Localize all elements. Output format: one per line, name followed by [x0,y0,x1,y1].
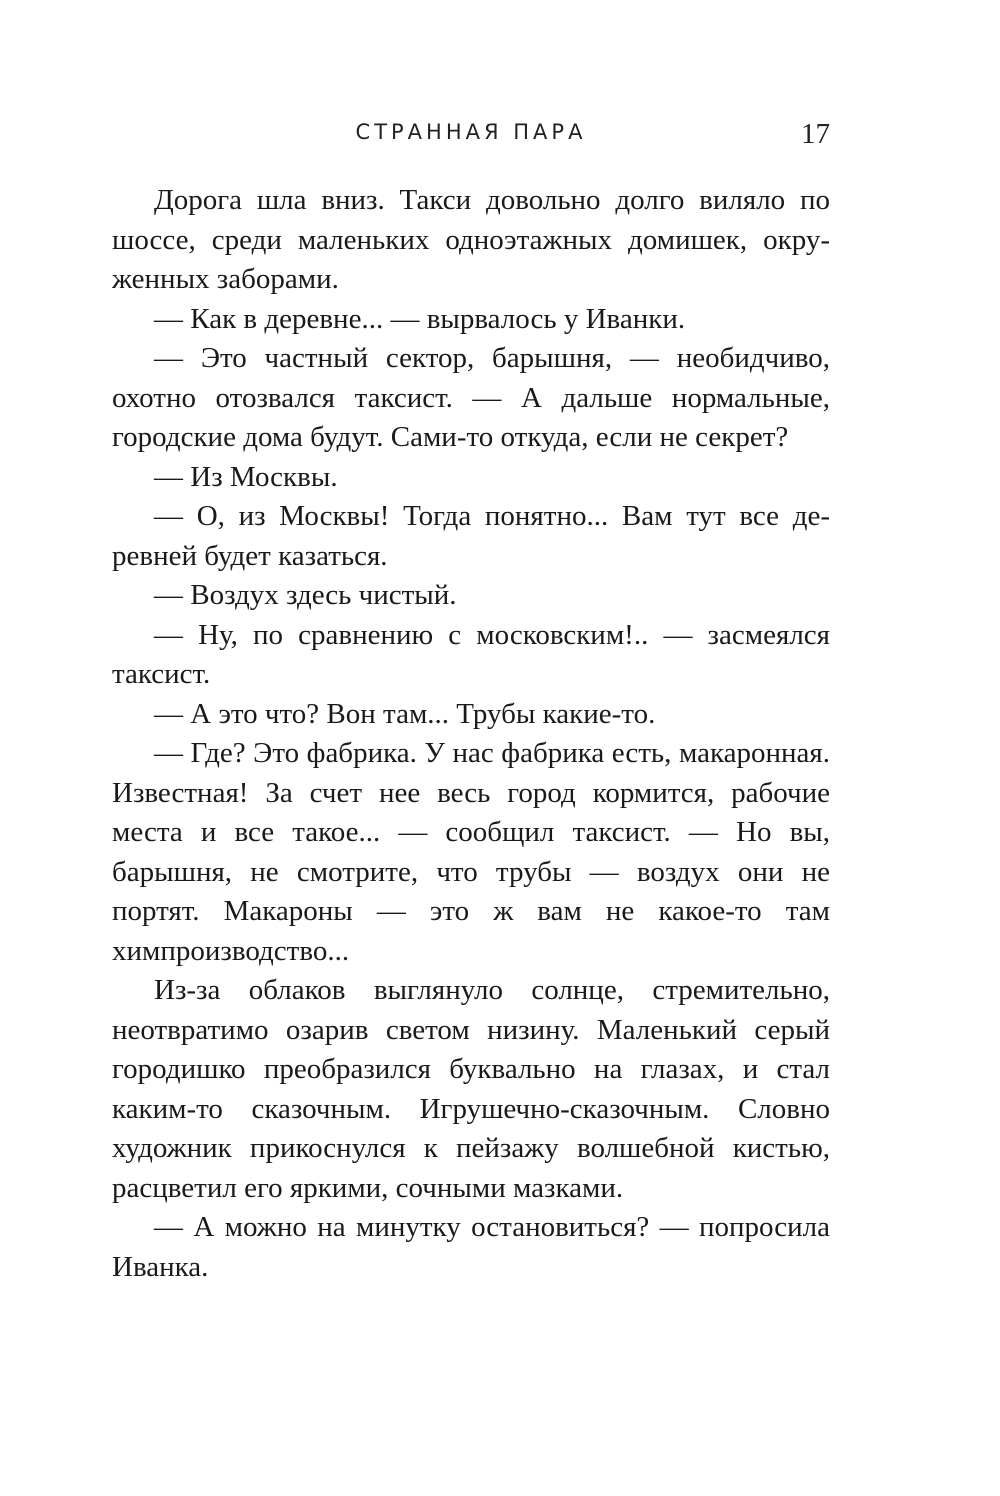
page-number: 17 [801,118,830,150]
paragraph: — А можно на минутку остановиться? — попросила Иванка. [112,1211,830,1283]
body-text [112,181,830,1287]
paragraph: Из-за облаков выглянуло солнце, стремительно, неотвратимо озарив светом низину. Маленький серый городишко преобразился буквально на глазах, и стал каким-то сказочным. Игрушечно-сказочным. Словно художник прикоснулся к пейзажу волшебной кистью, расцветил его яркими, сочными мазками. [112,974,830,1204]
chapter-title: СТРАННАЯ ПАРА [355,120,587,144]
paragraph: — Ну, по сравнению с московским!.. — засмеялся таксист. [112,618,830,690]
paragraph: — Где? Это фабрика. У нас фабрика есть, макаронная. Известная! За счет нее весь город кормится, рабочие места и все такое... — сообщил таксист. — Но вы, барышня, не смотрите, что трубы — воздух они не портят. Макароны — это ж вам не какое-то там химпроизводство... [112,737,830,967]
paragraph: — А это что? Вон там... Трубы какие-то. [154,697,656,730]
paragraph: — Из Москвы. [154,460,338,493]
paragraph: — О, из Москвы! Тогда понятно... Вам тут все деревней будет казаться. [112,500,830,572]
running-head [112,118,830,158]
paragraph: — Воздух здесь чистый. [154,579,457,611]
paragraph: — Это частный сектор, барышня, — необидчиво, охотно отозвался таксист. — А дальше нормальные, городские дома будут. Сами-то откуда, если не секрет? [112,342,830,453]
paragraph: — Как в деревне... — вырвалось у Иванки. [154,302,686,335]
paragraph: Дорога шла вниз. Такси довольно долго виляло по шоссе, среди маленьких одноэтажных домишек, окруженных заборами. [112,184,830,295]
